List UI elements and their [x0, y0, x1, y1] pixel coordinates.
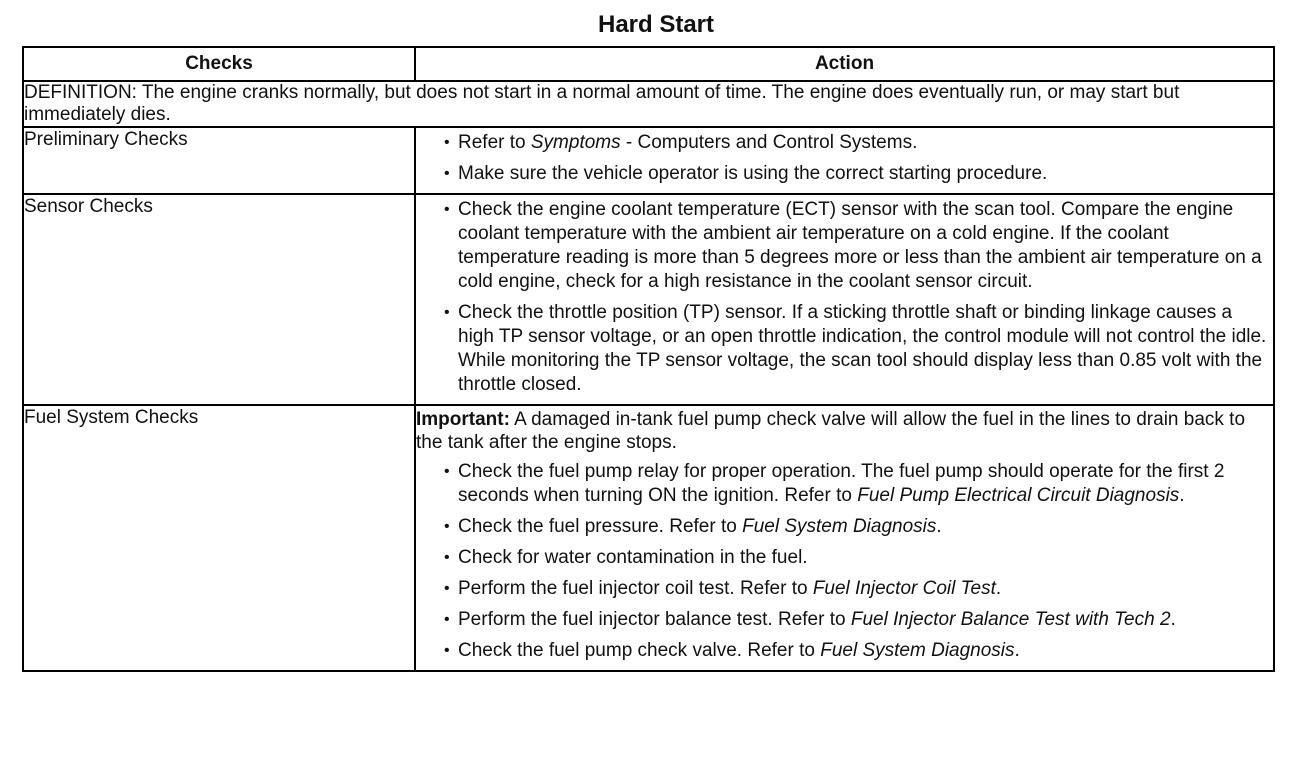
list-item [444, 198, 1273, 294]
page-title: Hard Start [597, 11, 715, 38]
item-text: Check the fuel pump relay for proper operation. The fuel pump should operate for the first 2 seconds when turning ON the ignition. Refer to [458, 461, 1225, 506]
item-text: Perform the fuel injector coil test. Refer to [458, 578, 813, 599]
definition-row [23, 81, 1274, 127]
list-item [444, 460, 1273, 508]
item-text: Perform the fuel injector balance test. Refer to [458, 609, 851, 630]
list-item [444, 515, 1273, 539]
action-list [416, 460, 1273, 663]
important-note [416, 408, 1273, 454]
item-reference: Fuel Injector Coil Test [812, 578, 996, 599]
item-text: Check the fuel pressure. Refer to [458, 516, 743, 537]
diagnostic-table [22, 46, 1275, 672]
item-suffix: . [936, 516, 942, 537]
list-item [444, 608, 1273, 632]
action-cell [415, 194, 1274, 405]
item-reference: Fuel Pump Electrical Circuit Diagnosis [857, 485, 1180, 506]
list-item [444, 577, 1273, 601]
table-row [23, 405, 1274, 671]
list-item [444, 131, 1273, 155]
action-header: Action [415, 47, 1274, 81]
list-item [444, 162, 1273, 186]
item-suffix: . [995, 578, 1002, 599]
item-suffix: . [1170, 609, 1176, 630]
important-text: A damaged in-tank fuel pump check valve will allow the fuel in the lines to drain back to the tank after the engine stops. [416, 409, 1246, 453]
item-reference: Symptoms [530, 132, 621, 153]
check-name: Fuel System Checks [23, 405, 415, 671]
checks-header: Checks [23, 47, 415, 81]
action-list [416, 131, 1273, 186]
action-cell [415, 127, 1274, 194]
item-suffix: - Computers and Control Systems. [620, 132, 918, 153]
list-item [444, 546, 1273, 570]
important-label: Important: [416, 409, 510, 430]
table-row [23, 127, 1274, 194]
item-text: Make sure the vehicle operator is using the correct starting procedure. [458, 163, 1048, 184]
item-text: Refer to [458, 132, 531, 153]
definition-text: The engine cranks normally, but does not start in a normal amount of time. The engine does eventually run, or may start but immediately dies. [24, 82, 1180, 125]
item-suffix: . [1179, 485, 1185, 506]
table-row [23, 194, 1274, 405]
check-name: Preliminary Checks [23, 127, 415, 194]
definition-cell [23, 81, 1274, 127]
list-item [444, 639, 1273, 663]
item-text: Check the engine coolant temperature (ECT) sensor with the scan tool. Compare the engine coolant temperature with the ambient air temperature on a cold engine. If the coolant temperature reading is more than 5 degrees more or less than the ambient air temperature on a cold engine, check for a high resistance in the coolant sensor circuit. [458, 199, 1262, 292]
item-reference: Fuel System Diagnosis [820, 640, 1015, 661]
action-cell [415, 405, 1274, 671]
item-text: Check the fuel pump check valve. Refer to [458, 640, 821, 661]
item-text: Check for water contamination in the fuel. [458, 547, 808, 568]
item-reference: Fuel Injector Balance Test with Tech 2 [850, 609, 1171, 630]
list-item [444, 301, 1273, 397]
item-suffix: . [1014, 640, 1020, 661]
item-reference: Fuel System Diagnosis [742, 516, 937, 537]
action-list [416, 198, 1273, 397]
definition-label: DEFINITION: [24, 82, 137, 103]
check-name: Sensor Checks [23, 194, 415, 405]
header-row [23, 47, 1274, 81]
item-text: Check the throttle position (TP) sensor. If a sticking throttle shaft or binding linkage causes a high TP sensor voltage, or an open throttle indication, the control module will not control the idle. While monitoring the TP sensor voltage, the scan tool should display less than 0.85 volt with the throttle closed. [458, 302, 1267, 395]
